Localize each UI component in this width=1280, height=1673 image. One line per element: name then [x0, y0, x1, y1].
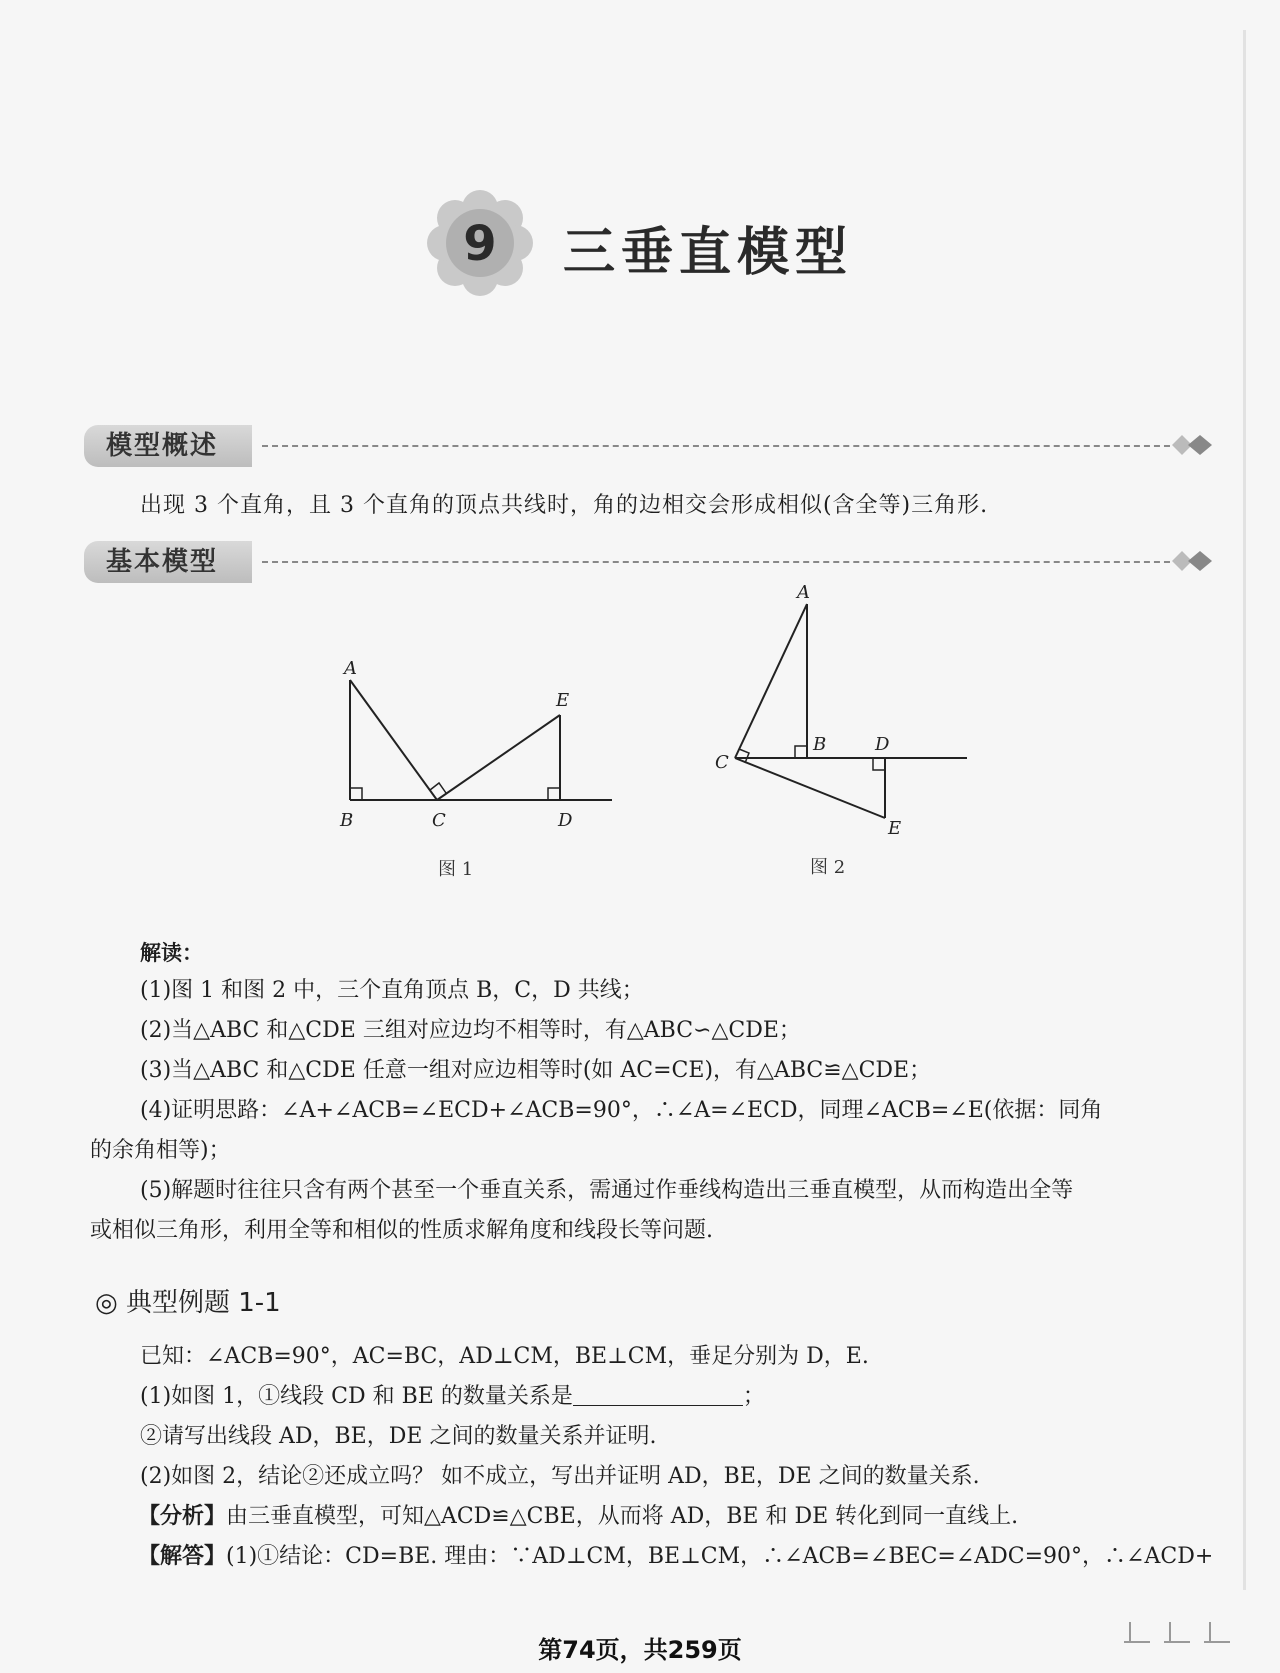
vertex-label: D	[558, 810, 573, 831]
example-given: 已知：∠ACB=90°，AC=BC，AD⊥CM，BE⊥CM，垂足分别为 D，E.	[140, 1344, 869, 1369]
reading-line: (2)当△ABC 和△CDE 三组对应边均不相等时，有△ABC∽△CDE；	[140, 1018, 801, 1043]
section-overview-header	[84, 425, 1214, 469]
vertex-label: C	[715, 752, 729, 773]
vertex-label: C	[432, 810, 446, 831]
example-question-1a	[140, 1378, 765, 1416]
vertex-label: B	[340, 810, 354, 831]
answer-blank	[573, 1383, 743, 1406]
example-answer	[138, 1538, 1213, 1576]
double-diamond-icon	[1170, 433, 1214, 457]
section-tab-label: 基本模型	[84, 541, 252, 583]
double-diamond-icon	[1170, 549, 1214, 573]
figure-1-caption: 图 1	[438, 859, 474, 880]
example-analysis	[138, 1498, 1018, 1536]
section-tab-label: 模型概述	[84, 425, 252, 467]
reading-line: 的余角相等)；	[90, 1138, 231, 1163]
analysis-tag: 【分析】	[138, 1504, 227, 1529]
dashed-rule	[262, 445, 1180, 447]
vertex-label: E	[556, 690, 570, 711]
reading-title: 解读：	[140, 941, 203, 965]
reading-line: (4)证明思路：∠A+∠ACB=∠ECD+∠ACB=90°，∴∠A=∠ECD，同理∠ACB=∠E(依据：同角	[140, 1098, 1103, 1123]
example-title: ◎ 典型例题 1-1	[95, 1288, 281, 1318]
answer-text: (1)①结论：CD=BE. 理由：∵AD⊥CM，BE⊥CM，∴∠ACB=∠BEC=∠ADC=90°，∴∠ACD+	[226, 1544, 1214, 1569]
answer-tag: 【解答】	[138, 1544, 227, 1569]
question-text: (1)如图 1，①线段 CD 和 BE 的数量关系是	[140, 1384, 573, 1409]
vertex-label: A	[797, 582, 810, 603]
vertex-label: B	[813, 734, 827, 755]
example-question-1b: ②请写出线段 AD，BE，DE 之间的数量关系并证明.	[140, 1424, 657, 1449]
dashed-rule	[262, 561, 1180, 563]
vertex-label: E	[888, 818, 902, 839]
reading-line: 或相似三角形，利用全等和相似的性质求解角度和线段长等问题.	[90, 1218, 713, 1243]
reading-line: (1)图 1 和图 2 中，三个直角顶点 B，C，D 共线；	[140, 978, 644, 1003]
figure-2-caption: 图 2	[810, 857, 846, 878]
chapter-number: 9	[463, 216, 497, 272]
section-basic-header	[84, 541, 1214, 585]
vertex-label: D	[875, 734, 890, 755]
analysis-text: 由三垂直模型，可知△ACD≌△CBE，从而将 AD，BE 和 DE 转化到同一直线上.	[226, 1504, 1019, 1529]
question-text-end: ；	[742, 1384, 765, 1409]
reading-line: (5)解题时往往只含有两个甚至一个垂直关系，需通过作垂线构造出三垂直模型，从而构造出全等	[140, 1178, 1074, 1203]
reading-line: (3)当△ABC 和△CDE 任意一组对应边相等时(如 AC=CE)，有△ABC≌△CDE；	[140, 1058, 932, 1083]
figure-2	[705, 578, 985, 852]
flower-badge-icon	[425, 188, 535, 298]
figure-1	[330, 650, 630, 854]
page-edge	[1243, 30, 1246, 1590]
chapter-title: 三垂直模型	[563, 223, 854, 283]
overview-text: 出现 3 个直角，且 3 个直角的顶点共线时，角的边相交会形成相似(含全等)三角形.	[140, 493, 989, 518]
example-question-2: (2)如图 2，结论②还成立吗？ 如不成立，写出并证明 AD，BE，DE 之间的数量关系.	[140, 1464, 980, 1489]
page-indicator: 第74页，共259页	[538, 1636, 742, 1664]
vertex-label: A	[344, 658, 357, 679]
